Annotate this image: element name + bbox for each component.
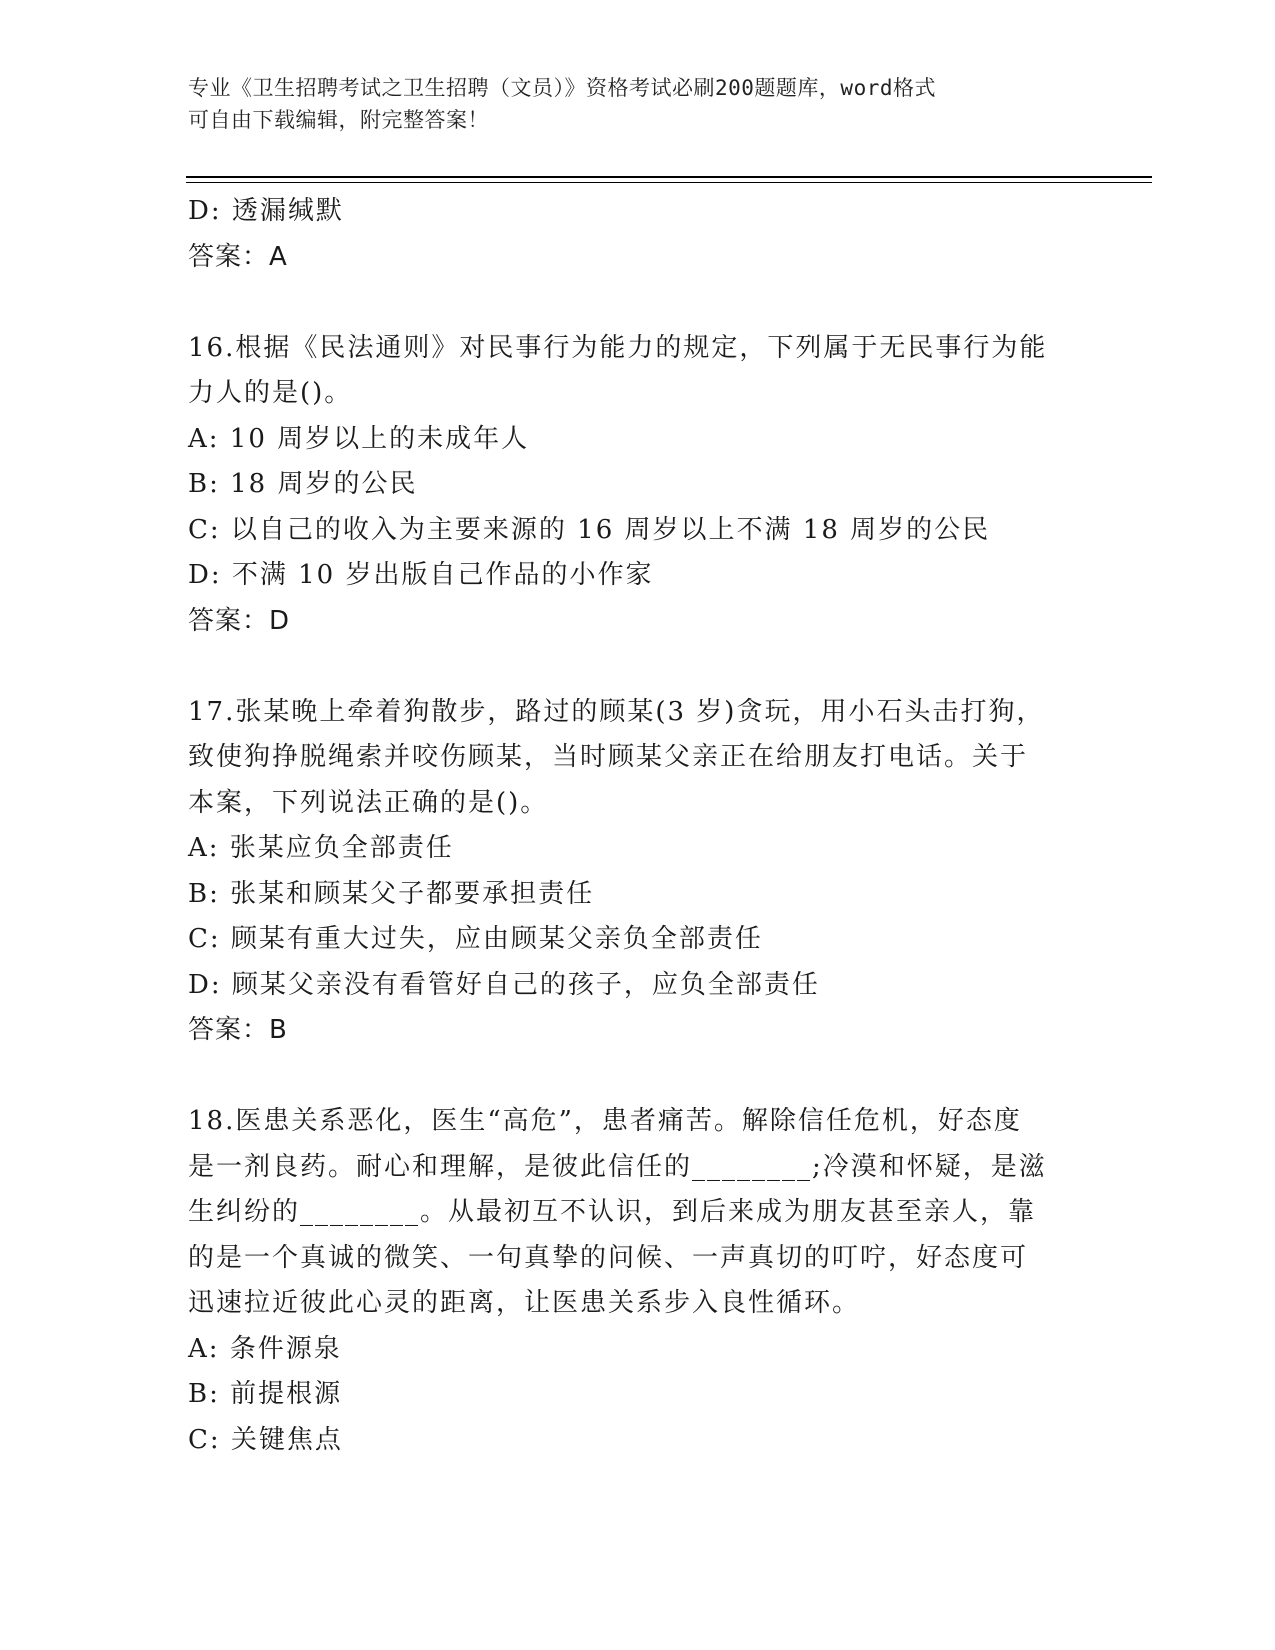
- q16-stem-line-1: 16.根据《民法通则》对民事行为能力的规定，下列属于无民事行为能: [188, 332, 1048, 363]
- q16-option-c: C: 以自己的收入为主要来源的 16 周岁以上不满 18 周岁的公民: [188, 514, 991, 545]
- q17-stem-line-3: 本案，下列说法正确的是()。: [188, 787, 549, 818]
- spacer: [188, 1054, 1078, 1100]
- q16-stem-line-2: 力人的是()。: [188, 378, 353, 408]
- header-line-2: 可自由下载编辑，附完整答案！: [188, 108, 489, 132]
- q18-stem-line-4: 的是一个真诚的微笑、一句真挚的问候、一声真切的叮咛，好态度可: [188, 1242, 1029, 1273]
- header-divider-thick: [186, 176, 1152, 178]
- q16-answer: 答案：D: [188, 605, 291, 636]
- header-divider-thin: [186, 182, 1152, 183]
- q18-stem-line-3: 生纠纷的________。从最初互不认识，到后来成为朋友甚至亲人，靠: [188, 1197, 1037, 1227]
- q18-stem-line-1: 18.医患关系恶化，医生“高危”，患者痛苦。解除信任危机，好态度: [188, 1106, 1022, 1136]
- prev-option-d: D: 透漏缄默: [188, 196, 344, 226]
- q18-option-b: B: 前提根源: [188, 1379, 343, 1409]
- header-line-1: 专业《卫生招聘考试之卫生招聘（文员）》资格考试必刷200题题库，word格式: [188, 76, 936, 100]
- spacer: [188, 280, 1078, 326]
- spacer: [188, 644, 1078, 690]
- q16-option-d: D: 不满 10 岁出版自己作品的小作家: [188, 560, 654, 590]
- q18-stem-line-5: 迅速拉近彼此心灵的距离，让医患关系步入良性循环。: [188, 1288, 861, 1318]
- q17-option-a: A: 张某应负全部责任: [188, 833, 454, 863]
- question-17: [188, 690, 1078, 1054]
- document-header: [188, 72, 1088, 136]
- q16-option-b: B: 18 周岁的公民: [188, 469, 418, 499]
- q18-option-a: A: 条件源泉: [188, 1333, 342, 1364]
- question-16: [188, 326, 1078, 645]
- q16-option-a: A: 10 周岁以上的未成年人: [188, 423, 530, 454]
- q18-option-c: C: 关键焦点: [188, 1424, 343, 1455]
- q17-option-c: C: 顾某有重大过失，应由顾某父亲负全部责任: [188, 924, 763, 954]
- q17-option-b: B: 张某和顾某父子都要承担责任: [188, 878, 595, 909]
- question-18: [188, 1099, 1078, 1463]
- q17-stem-line-1: 17.张某晚上牵着狗散步，路过的顾某(3 岁)贪玩，用小石头击打狗，: [188, 696, 1045, 727]
- q17-option-d: D: 顾某父亲没有看管好自己的孩子，应负全部责任: [188, 969, 820, 1000]
- prev-answer: 答案：A: [188, 241, 288, 272]
- q17-answer: 答案：B: [188, 1015, 288, 1045]
- q17-stem-line-2: 致使狗挣脱绳索并咬伤顾某，当时顾某父亲正在给朋友打电话。关于: [188, 742, 1029, 772]
- q18-stem-line-2: 是一剂良药。耐心和理解，是彼此信任的________;冷漠和怀疑，是滋: [188, 1151, 1047, 1182]
- question-content: [188, 189, 1078, 1463]
